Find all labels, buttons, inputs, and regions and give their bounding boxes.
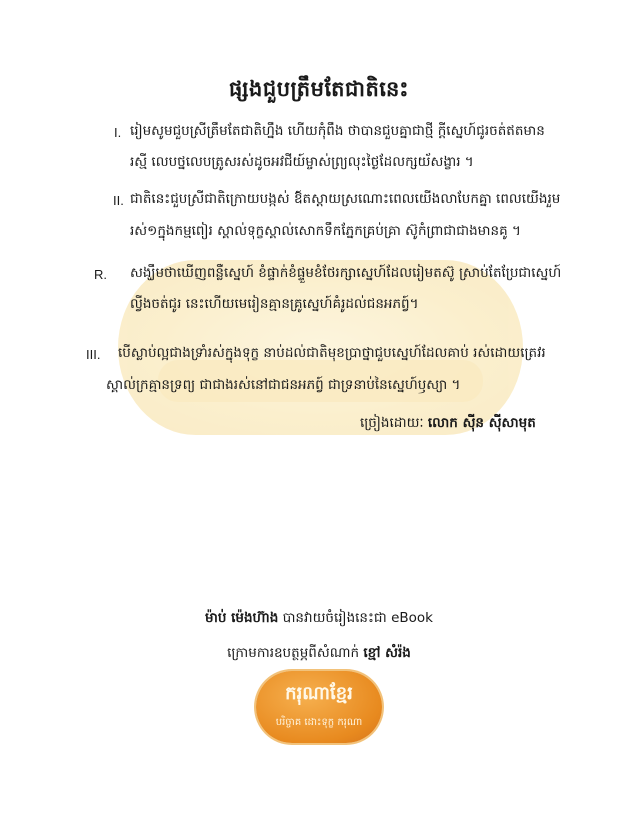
sponsor-name: ខ្មៅ សំរ៉ង [363, 645, 411, 661]
verse-3-line-1: បើស្លាប់ល្អជាងទ្រាំរស់ក្នុងទុក្ខ នាប់ដល់ជាតិមុខប្រាថ្នាជួបស្នេហ៍ដែលគាប់ រស់ដោយត្រេវរ [118, 345, 546, 361]
verse-1-line-1: រៀមសូមជួបស្រីត្រឹមតែជាតិហ្នឹង ហើយកុំពឹង ថាបានជួបគ្នាជាថ្មី ក្តីស្នេហ៍ជូរចត់ឥតមាន [130, 123, 545, 139]
singer-credit-label: ច្រៀងដោយៈ [360, 415, 424, 431]
ebook-credit-text: បានវាយចំរៀងនេះជា eBook [278, 610, 433, 626]
verse-2-line-1: ជាតិនេះជួបស្រីជាតិក្រោយបង្កស់ ឱ៍តស្តាយស្រណោះពេលយើងលាបែកគ្នា ពេលយើងរួម [130, 191, 561, 207]
ebook-credit [0, 609, 638, 629]
logo-title-text: ករុណាខ្មែរ [285, 683, 353, 704]
refrain-line-2: ល្វីងចត់ជូរ នេះហើយមេរៀនគ្មានគ្រូស្នេហ៍គំរូដល់ជនអភព្វ៍។ [130, 296, 419, 312]
sponsor-credit-text: ក្រោមការឧបត្ថម្ភពីសំណាក់ [227, 645, 364, 661]
singer-name: លោក ស៊ីន ស៊ីសាមុត [427, 415, 536, 431]
verse-3-marker: III. [86, 347, 101, 362]
verse-1-line-2: រស្មី លេបថ្នលេបត្រូសរស់ដូចអវជីយ៍ម្ចាស់ព្រ្យលុះថ្ងៃដែលក្សយ័សង្ខារ ។ [130, 154, 474, 170]
singer-credit [360, 414, 536, 434]
logo-slogan-text: បរិច្ចាគ ដោះទុក្ខ ករុណា [275, 717, 363, 728]
verse-2-line-2: រស់១ក្នុងកម្មពៀរ ស្គាល់ទុក្ខស្គាល់សោកទឹកភ្នែកគ្រប់គ្រា ស៊ូកំព្រាជាជាងមានគូ ។ [130, 223, 521, 239]
verse-3-line-2: ស្គាល់ក្រគ្មានទ្រព្យ ជាជាងរស់នៅជាជនអភព្វ៍ ជាទ្រនាប់នៃស្នេហ៍ឫស្យា ។ [106, 377, 461, 393]
typist-name: ម៉ាប់ ម៉េងហ៊ាង [205, 610, 279, 626]
song-title: ផ្សងជួបត្រឹមតែជាតិនេះ [228, 77, 410, 101]
verse-1-marker: I. [114, 125, 122, 140]
sponsor-credit [0, 644, 638, 664]
refrain-marker: R. [94, 267, 107, 282]
karuna-khmer-logo [256, 671, 382, 743]
verse-2-marker: II. [113, 193, 124, 208]
refrain-line-1: សង្ឃឹមថាឃើញពន្លឺស្នេហ៍ ខំផ្ទាក់ខំផ្ទួមខំថែរក្សាស្នេហ៍ដែលរៀមតស៊ូ ស្រាប់តែប្រែជាស្នេហ៍ [130, 265, 562, 281]
